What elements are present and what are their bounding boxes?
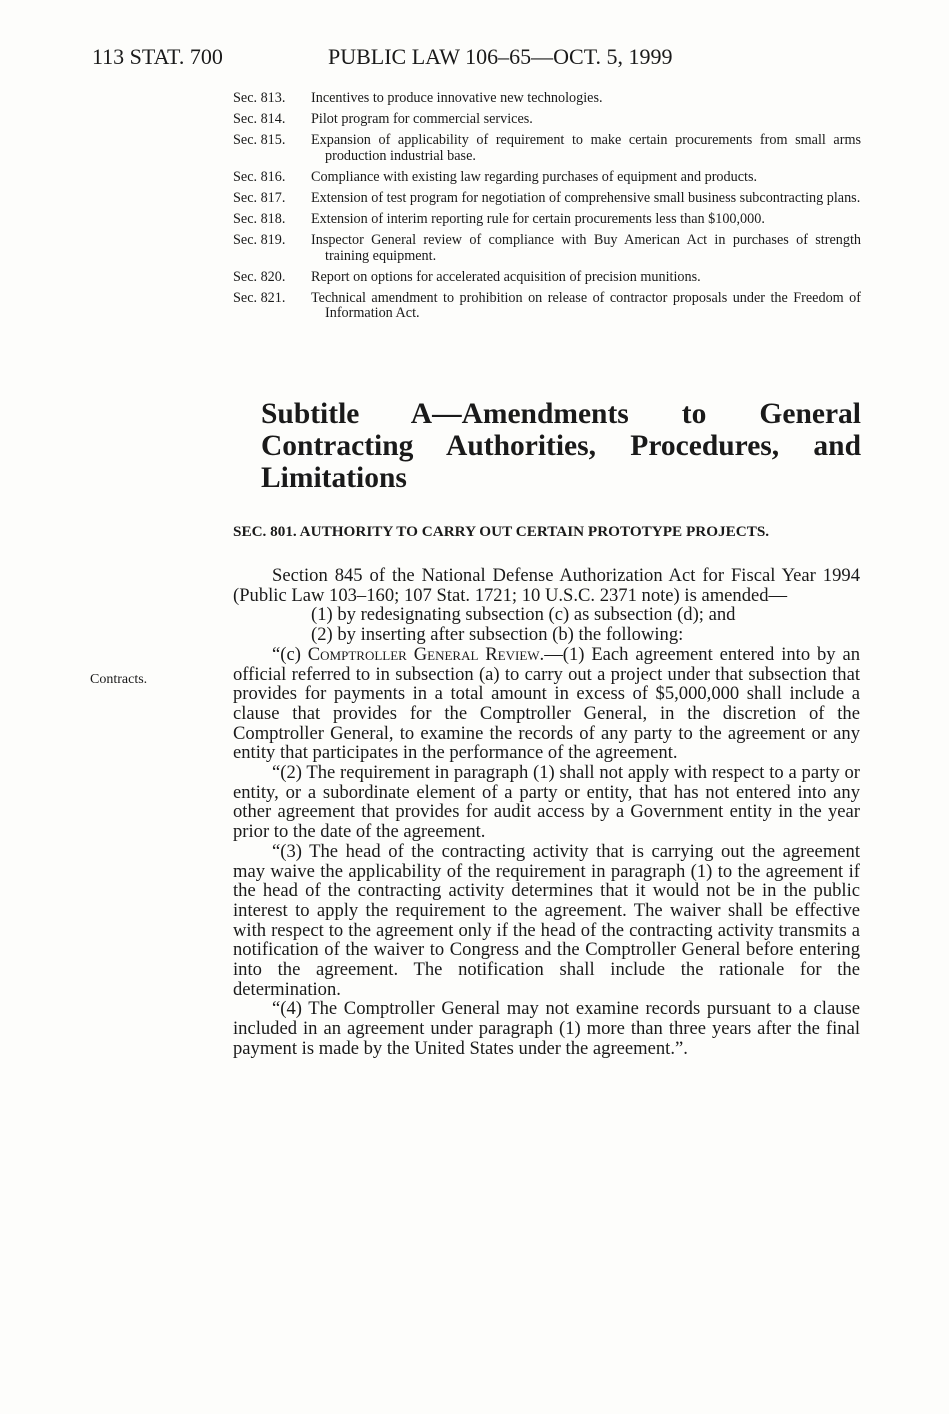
toc-title: Technical amendment to prohibition on release of contractor proposals under the Freedom of Information Act. xyxy=(311,289,861,322)
subsection-label: “(c) xyxy=(272,643,308,665)
toc-title: Extension of test program for negotiation of comprehensive small business subcontracting plans. xyxy=(311,189,861,206)
toc-entry xyxy=(233,270,861,286)
toc-entry xyxy=(233,112,861,128)
table-of-contents xyxy=(233,91,861,327)
section-heading: SEC. 801. AUTHORITY TO CARRY OUT CERTAIN PROTOTYPE PROJECTS. xyxy=(233,523,770,540)
toc-entry xyxy=(233,170,861,186)
toc-sec-number: Sec. 817. xyxy=(233,189,286,206)
toc-title: Extension of interim reporting rule for certain procurements less than $100,000. xyxy=(311,210,765,227)
toc-sec-number: Sec. 813. xyxy=(233,90,286,106)
page-stat-number: 113 STAT. 700 xyxy=(92,44,223,69)
toc-sec-number: Sec. 820. xyxy=(233,268,286,285)
toc-entry xyxy=(233,91,861,107)
toc-sec-number: Sec. 821. xyxy=(233,289,286,306)
toc-sec-number: Sec. 818. xyxy=(233,210,286,227)
subsection-caption: Comptroller General Review. xyxy=(307,643,545,665)
paragraph: “(4) The Comptroller General may not examine records pursuant to a clause included in an agreement under paragraph (1) more than three years after the final payment is made by the United States under the agreement.”. xyxy=(233,998,860,1059)
toc-entry xyxy=(233,233,861,264)
subtitle-heading: Subtitle A—Amendments to General Contracting Authorities, Procedures, and Limitations xyxy=(261,398,861,494)
toc-sec-number: Sec. 815. xyxy=(233,132,286,149)
list-item: (2) by inserting after subsection (b) the following: xyxy=(311,624,684,646)
toc-title: Report on options for accelerated acquisition of precision munitions. xyxy=(311,268,701,285)
toc-title: Compliance with existing law regarding purchases of equipment and products. xyxy=(311,168,758,185)
toc-title: Expansion of applicability of requirement to make certain procurements from small arms production industrial base. xyxy=(311,132,861,164)
paragraph xyxy=(233,645,860,763)
toc-sec-number: Sec. 816. xyxy=(233,168,286,185)
toc-title: Incentives to produce innovative new technologies. xyxy=(311,90,603,106)
paragraph: Section 845 of the National Defense Authorization Act for Fiscal Year 1994 (Public Law 103–160; 107 Stat. 1721; 10 U.S.C. 2371 note) is amended— xyxy=(233,565,860,606)
list-item: (1) by redesignating subsection (c) as subsection (d); and xyxy=(311,604,736,626)
toc-entry xyxy=(233,291,861,322)
toc-title: Pilot program for commercial services. xyxy=(311,111,533,128)
toc-sec-number: Sec. 819. xyxy=(233,232,286,249)
running-header: PUBLIC LAW 106–65—OCT. 5, 1999 xyxy=(328,44,673,69)
section-body xyxy=(233,566,860,1059)
toc-title: Inspector General review of compliance with Buy American Act in purchases of strength training equipment. xyxy=(311,232,861,264)
margin-note: Contracts. xyxy=(90,672,148,687)
toc-entry xyxy=(233,212,861,228)
paragraph: “(2) The requirement in paragraph (1) shall not apply with respect to a party or entity, or a subordinate element of a party or entity, that has not entered into any other agreement that provides for audit access by a Government entity in the year prior to the date of the agreement. xyxy=(233,762,860,843)
toc-entry xyxy=(233,133,861,164)
subsection-text: —(1) Each agreement entered into by an official referred to in subsection (a) to carry out a project under that subsection that provides for payments in a total amount in excess of $5,000,000 shall include a clause that provides for the Comptroller General, in the discretion of the Comptroller General, to examine the records of any party to the agreement or any entity that participates in the performance of the agreement. xyxy=(233,643,860,764)
toc-sec-number: Sec. 814. xyxy=(233,111,286,128)
toc-entry xyxy=(233,191,861,207)
paragraph: “(3) The head of the contracting activity that is carrying out the agreement may waive the applicability of the requirement in paragraph (1) to the agreement if the head of the contracting activity determines that it would not be in the public interest to apply the requirement to the agreement. The waiver shall be effective with respect to the agreement only if the head of the contracting activity transmits a notification of the waiver to Congress and the Comptroller General before entering into the agreement. The notification shall include the rationale for the determination. xyxy=(233,840,860,1000)
